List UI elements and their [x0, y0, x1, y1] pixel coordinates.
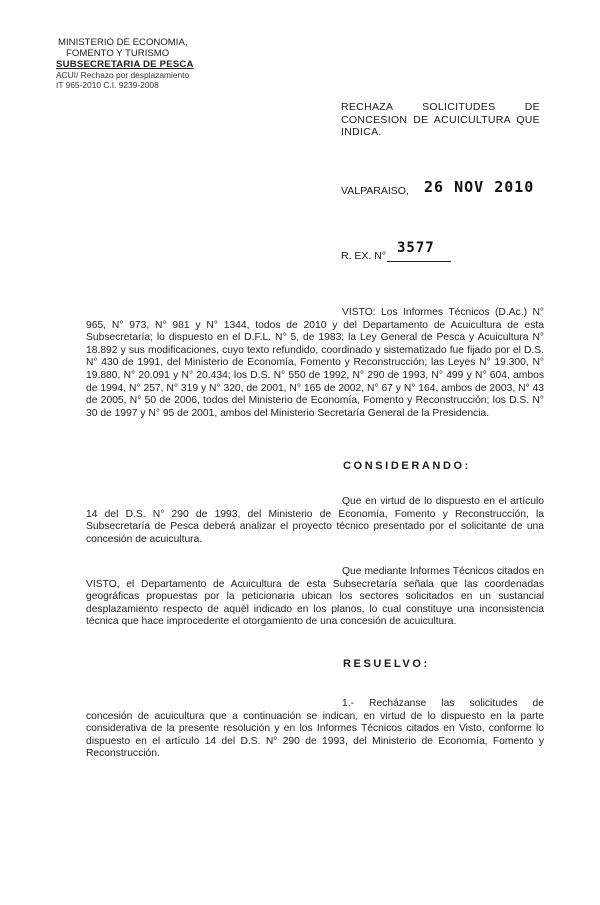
resolution-number-block — [341, 240, 481, 266]
resolution-label: R. EX. N° — [341, 250, 387, 262]
place-text: VALPARAISO, — [341, 185, 409, 197]
subject-line-3: INDICA. — [341, 126, 382, 138]
header-ministry: MINISTERIO DE ECONOMIA, — [58, 37, 188, 48]
visto-first-line: VISTO: Los Informes Técnicos (D.Ac.) N° — [342, 307, 544, 318]
visto-body: 965, N° 973, N° 981 y N° 1344, todos de 2010 y del Departamento de Acuicultura de esta Subsecretaría; lo dispuesto en el D.F.L. N° 5, de 1983; la Ley General de Pesca y Acuicultura N° 18.892 y sus modificaciones, cuyo texto refundido, coordinado y sistematizado fue fijado por el D.S. N° 430 de 1991, del Ministerio de Economía, Fomento y Reconstrucción; las Leyes N° 19.300, N° 19.880, N° 20.091 y N° 20.434; los D.S. N° 550 de 1992, N° 290 de 1993, N° 499 y N° 604, ambos de 1994, N° 257, N° 319 y N° 320, de 2001, N° 165 de 2002, N° 67 y N° 164, ambos de 2003, N° 43 de 2005, N° 50 de 2006, todos del Ministerio de Economía, Fomento y Reconstrucción; los D.S. N° 30 de 1997 y N° 95 de 2001, ambos del Ministerio Secretaría General de la Presidencia. — [86, 319, 544, 419]
considerando-paragraph-2 — [86, 566, 544, 629]
subject-block — [341, 101, 540, 139]
considerando-text-2: Que mediante Informes Técnicos citados en VISTO, el Departamento de Acuicultura de esta Subsecretaría señala que las coordenadas geográficas propuestas por la peticionaria ubican los sectores solicitados en un sustancial desplazamiento respecto de aquél indicado en los planos, lo cual constituye una inconsistencia técnica que hace improcedente el otorgamiento de una concesión de acuicultura. — [86, 566, 544, 628]
header-subsecretaria: SUBSECRETARIA DE PESCA — [56, 59, 194, 70]
ministry-header — [56, 37, 216, 90]
header-fomento: FOMENTO Y TURISMO — [66, 48, 170, 59]
subject-line-2: CONCESION DE ACUICULTURA QUE — [341, 113, 540, 126]
considerando-heading: CONSIDERANDO: — [343, 460, 471, 472]
visto-paragraph — [86, 307, 544, 420]
considerando-paragraph-1 — [86, 496, 544, 546]
considerando-text-1: Que en virtud de lo dispuesto en el artículo 14 del D.S. N° 290 de 1993, del Ministerio de Economía, Fomento y Reconstrucción, la Subsecretaría de Pesca deberá analizar el proyecto técnico presentado por el solicitante de una concesión de acuicultura. — [86, 496, 544, 545]
header-reference: ACUI/ Rechazo por desplazamiento — [56, 70, 190, 80]
resuelvo-text-1: 1.- Recházanse las solicitudes de concesión de acuicultura que a continuación se indican, en virtud de lo dispuesto en la parte considerativa de la presente resolución y en los Informes Técnicos citados en Visto, conforme lo dispuesto en el artículo 14 del D.S. N° 290 de 1993, del Ministerio de Economía, Fomento y Reconstrucción. — [86, 698, 544, 760]
date-stamp: 26 NOV 2010 — [424, 178, 535, 196]
resolution-number: 3577 — [397, 240, 435, 256]
header-file-number: IT 965-2010 C.I. 9239-2008 — [56, 80, 159, 90]
resuelvo-paragraph-1 — [86, 698, 544, 761]
subject-line-1: RECHAZA SOLICITUDES DE — [341, 101, 540, 113]
resolution-underline — [387, 261, 451, 262]
place-date — [341, 176, 561, 206]
resuelvo-heading: RESUELVO: — [343, 658, 430, 670]
